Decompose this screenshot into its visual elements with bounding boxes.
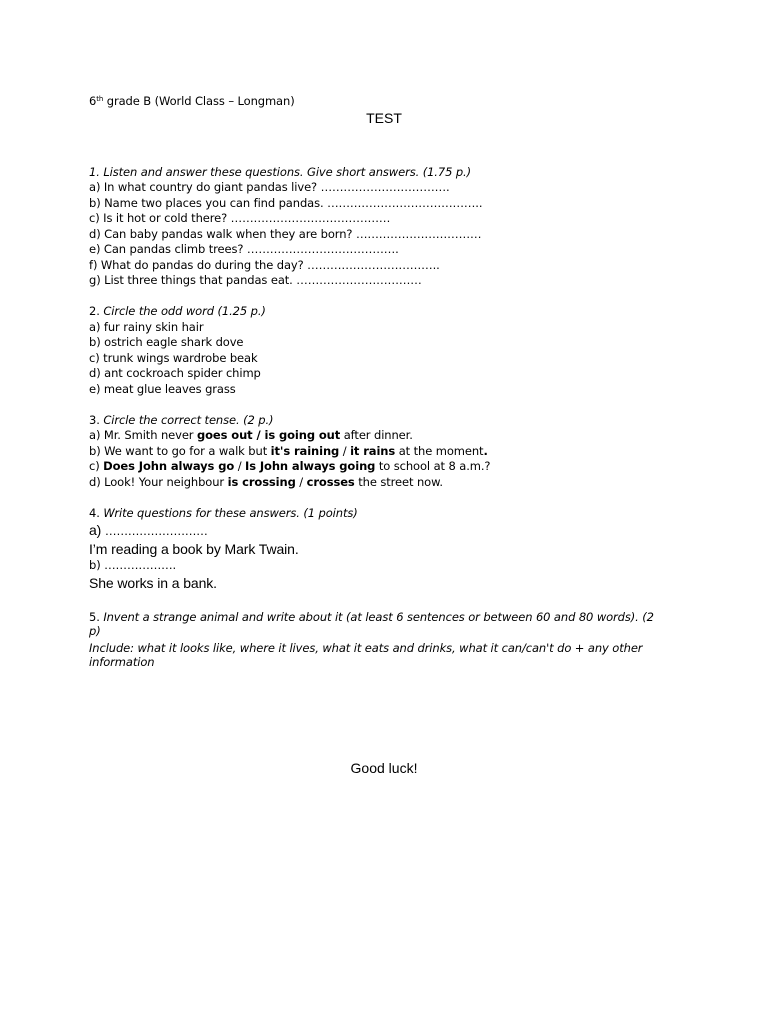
q3b-separator: /	[339, 444, 351, 458]
q4a-given-answer: I’m reading a book by Mark Twain.	[89, 541, 299, 557]
q2-item-e: e) meat glue leaves grass	[89, 382, 236, 396]
q3a-option-1: goes out	[196, 428, 253, 442]
q2-item-b: b) ostrich eagle shark dove	[89, 335, 244, 349]
q3-item-a	[89, 428, 413, 442]
q2-item-c: c) trunk wings wardrobe beak	[89, 351, 258, 365]
q3d-tail: the street now.	[354, 475, 443, 489]
q3-item-c	[89, 459, 490, 473]
grade-number: 6	[89, 94, 97, 108]
q3d-text: d) Look! Your neighbour	[89, 475, 228, 489]
q3-instruction: Circle the correct tense. (2 p.)	[103, 413, 274, 427]
q3a-tail: after dinner.	[340, 428, 413, 442]
page-title: TEST	[366, 110, 402, 126]
q3-title	[89, 413, 273, 427]
q2-number: 2.	[89, 304, 104, 318]
q3-item-b	[89, 444, 488, 458]
q3-item-d	[89, 475, 443, 489]
q2-title	[89, 304, 266, 318]
q3c-option-1: Does John always go	[103, 459, 235, 473]
q3b-option-1: it's raining	[270, 444, 340, 458]
q3c-separator: /	[234, 459, 246, 473]
q1-item-c: c) Is it hot or cold there? ……………………………………	[89, 211, 391, 225]
q2-item-a: a) fur rainy skin hair	[89, 320, 204, 334]
q4-item-a	[89, 522, 208, 538]
q4b-answer-line: ……………….	[104, 558, 177, 572]
q4a-answer-line: ………………………	[105, 524, 208, 538]
q4-item-b	[89, 558, 176, 572]
q1-item-d: d) Can baby pandas walk when they are born? ……………………………	[89, 227, 482, 241]
grade-course: grade B (World Class – Longman)	[103, 94, 295, 108]
q2-item-d: d) ant cockroach spider chimp	[89, 366, 261, 380]
grade-superscript: th	[96, 95, 104, 103]
q4b-given-answer: She works in a bank.	[89, 575, 217, 591]
q3-number: 3.	[89, 413, 104, 427]
q1-item-f: f) What do pandas do during the day? ……………………………..	[89, 258, 440, 272]
q5-number: 5.	[89, 610, 104, 624]
q3d-separator: /	[295, 475, 307, 489]
q3b-text: b) We want to go for a walk but	[89, 444, 271, 458]
q4-title	[89, 506, 358, 520]
q1-title: 1. Listen and answer these questions. Give short answers. (1.75 p.)	[89, 165, 471, 179]
q4b-label: b)	[89, 558, 105, 572]
q5-instruction: Invent a strange animal and write about it (at least 6 sentences or between 60 and 80 words). (2 p)	[89, 610, 654, 638]
grade-heading	[89, 94, 295, 108]
q5-title	[89, 610, 669, 638]
q3a-option-2: is going out	[264, 428, 341, 442]
q3d-option-1: is crossing	[227, 475, 296, 489]
q4-number: 4.	[89, 506, 104, 520]
good-luck: Good luck!	[350, 760, 418, 776]
q3b-tail: at the moment	[395, 444, 484, 458]
q4a-label: a)	[89, 522, 106, 538]
q3d-option-2: crosses	[306, 475, 355, 489]
q3a-text: a) Mr. Smith never	[89, 428, 197, 442]
q3c-text: c)	[89, 459, 104, 473]
q2-instruction: Circle the odd word (1.25 p.)	[103, 304, 266, 318]
q1-item-a: a) In what country do giant pandas live? …………………………….	[89, 180, 450, 194]
q1-item-g: g) List three things that pandas eat. ……………………………	[89, 273, 422, 287]
q1-item-b: b) Name two places you can find pandas. …………………………………..	[89, 196, 483, 210]
q3b-option-2: it rains	[350, 444, 396, 458]
q3c-option-2: Is John always going	[245, 459, 376, 473]
q1-item-e: e) Can pandas climb trees? ………………………………….	[89, 242, 399, 256]
q4-instruction: Write questions for these answers. (1 points)	[103, 506, 358, 520]
q3a-separator: /	[252, 428, 265, 442]
q5-include: Include: what it looks like, where it lives, what it eats and drinks, what it can/can't do + any other information	[89, 641, 643, 669]
q3c-tail: to school at 8 a.m.?	[375, 459, 491, 473]
q3b-period: .	[483, 444, 488, 458]
